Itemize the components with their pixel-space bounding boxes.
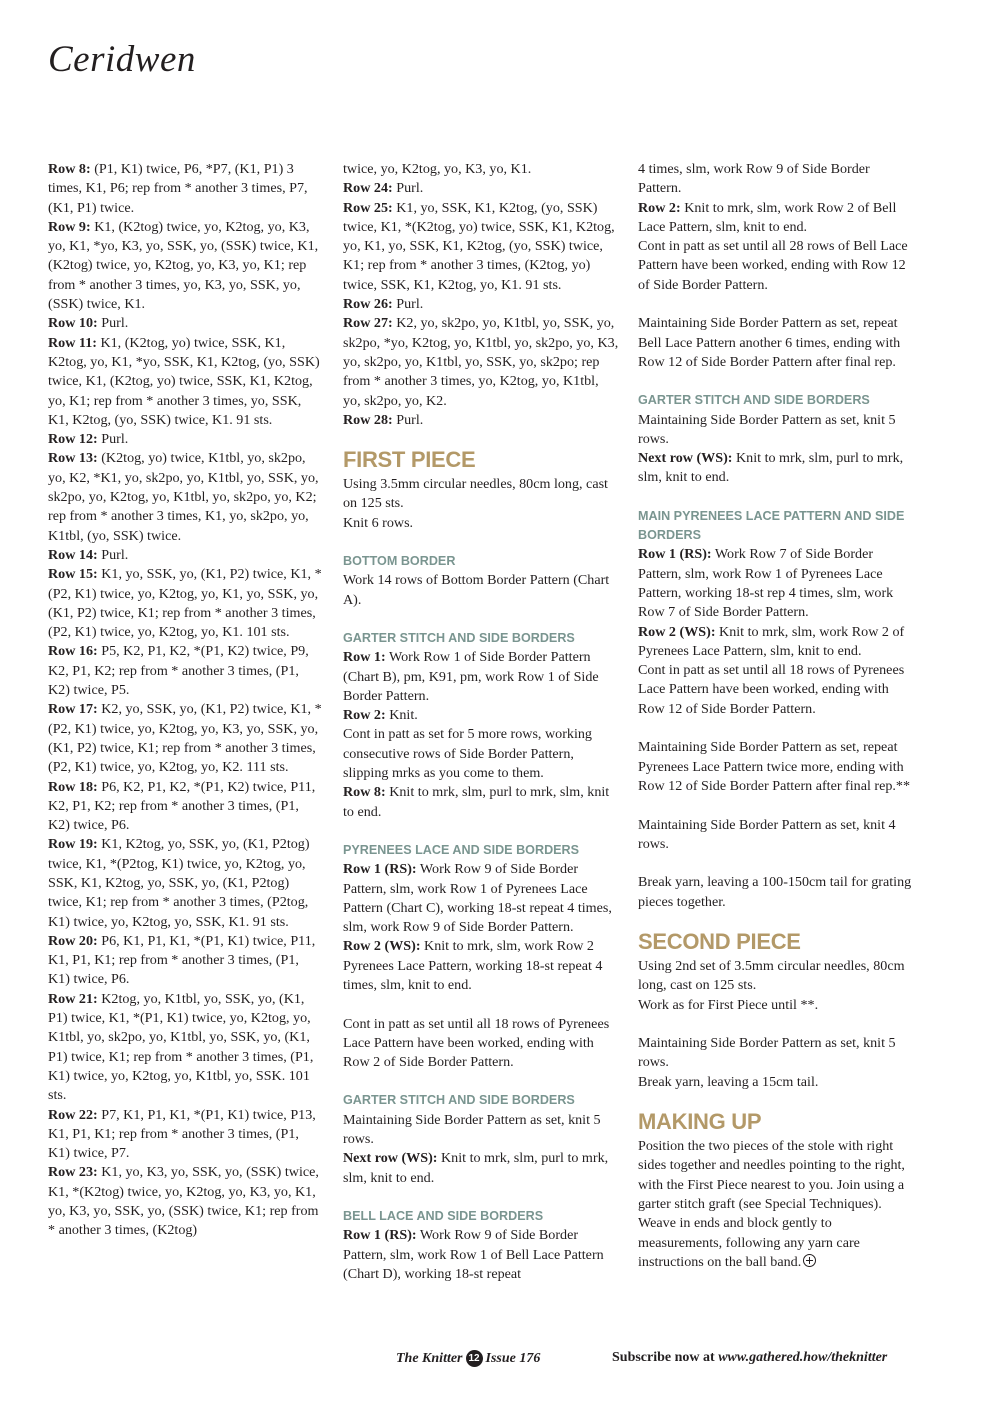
subscribe-link[interactable]: www.gathered.how/theknitter: [718, 1350, 888, 1365]
row-21: Row 21: K2tog, yo, K1tbl, yo, SSK, yo, (K1, P1) twice, K1, *(P1, K1) twice, yo, K2tog, yo, K1tbl, yo, sk2po, yo, K1tbl, yo, SSK, yo, (K1, P1) twice, K1; rep from * another 3 times, (P1, K1) twice, yo, K2tog, yo, K1tbl, yo, SSK. 101 sts.: [48, 990, 314, 1104]
row-20: Row 20: P6, K1, P1, K1, *(P1, K1) twice, P11, K1, P1, K1; rep from * another 3 times, (P1, K1) twice, P6.: [48, 932, 316, 988]
row-19: Row 19: K1, K2tog, yo, SSK, yo, (K1, P2tog) twice, K1, *(P2tog, K1) twice, yo, K2tog, yo, SSK, K1, K2tog, yo, SSK, yo, (K1, P2tog) twice, K1; rep from * another 3 times, (P2tog, K1) twice, yo, K2tog, yo, SSK, K1. 91 sts.: [48, 836, 310, 930]
bell-row-1-continued: 4 times, slm, work Row 9 of Side Border Pattern.: [638, 161, 870, 197]
column-3: [638, 160, 913, 1272]
row-18: Row 18: P6, K2, P1, K2, *(P1, K2) twice, P11, K2, P1, K2; rep from * another 3 times, (P1, K2) twice, P6.: [48, 778, 316, 834]
heading-bell-lace: BELL LACE AND SIDE BORDERS: [343, 1208, 544, 1223]
page-number: 12: [466, 1350, 483, 1367]
row-17: Row 17: K2, yo, SSK, yo, (K1, P2) twice, K1, *(P2, K1) twice, yo, K2tog, yo, K3, yo, SSK, yo, (K1, P2) twice, K1; rep from * another 3 times, (P2, K1) twice, yo, K2tog, yo, K2. 111 sts.: [48, 701, 322, 776]
bottom-border-text: Work 14 rows of Bottom Border Pattern (Chart A).: [343, 572, 610, 608]
row-13: Row 13: (K2tog, yo) twice, K1tbl, yo, sk2po, yo, K2, *K1, yo, sk2po, yo, K1tbl, yo, SSK, yo, sk2po, yo, K2tog, yo, K1tbl, yo, sk2po, yo, K2; rep from * another 3 times, K1, yo, sk2po, yo, K1tbl, (yo, SSK) twice.: [48, 450, 319, 544]
row-9: Row 9: K1, (K2tog) twice, yo, K2tog, yo, K3, yo, K1, *yo, K3, yo, SSK, yo, (SSK) twice, K1, (K2tog) twice, yo, K2tog, yo, K3, yo, K1; rep from * another 3 times, yo, K3, yo, SSK, yo, (SSK) twice, K1.: [48, 218, 319, 313]
row-28: Row 28: Purl.: [343, 411, 424, 428]
bell-row-1: Row 1 (RS): Work Row 9 of Side Border Pattern, slm, work Row 1 of Bell Lace Pattern (Chart D), working 18-st repeat: [343, 1227, 604, 1282]
garter1-row-1: Row 1: Work Row 1 of Side Border Pattern (Chart B), pm, K91, pm, work Row 1 of Side Border Pattern.: [343, 649, 599, 704]
row-16: Row 16: P5, K2, P1, K2, *(P1, K2) twice, P9, K2, P1, K2; rep from * another 3 times, (P1, K2) twice, P5.: [48, 643, 309, 699]
row-23-continued: twice, yo, K2tog, yo, K3, yo, K1.: [343, 161, 532, 177]
main-row-1: Row 1 (RS): Work Row 7 of Side Border Pattern, slm, work Row 1 of Pyrenees Lace Pattern, working 18-st rep 4 times, slm, work Row 7 of Side Border Pattern.: [638, 546, 894, 621]
row-10: Row 10: Purl.: [48, 315, 129, 332]
heading-pyrenees-lace: PYRENEES LACE AND SIDE BORDERS: [343, 842, 580, 857]
heading-garter-stitch-1: GARTER STITCH AND SIDE BORDERS: [343, 630, 575, 645]
page-title: Ceridwen: [48, 39, 196, 80]
bell-row-2: Row 2: Knit to mrk, slm, work Row 2 of Bell Lace Pattern, slm, knit to end.: [638, 199, 897, 235]
first-piece-knit: Knit 6 rows.: [343, 514, 414, 531]
garter3-next-row: Next row (WS): Knit to mrk, slm, purl to mrk, slm, knit to end.: [638, 450, 904, 486]
garter2-maintain: Maintaining Side Border Pattern as set, knit 5 rows.: [343, 1111, 601, 1148]
heading-bottom-border: BOTTOM BORDER: [343, 554, 456, 569]
bell-maintain: Maintaining Side Border Pattern as set, repeat Bell Lace Pattern another 6 times, ending with Row 12 of Side Border Pattern after final rep.: [638, 315, 901, 370]
heading-second-piece: SECOND PIECE: [638, 928, 801, 954]
heading-garter-stitch-2: GARTER STITCH AND SIDE BORDERS: [343, 1093, 575, 1108]
row-26: Row 26: Purl.: [343, 296, 424, 313]
second-piece-break: Break yarn, leaving a 15cm tail.: [638, 1073, 819, 1090]
row-11: Row 11: K1, (K2tog, yo) twice, SSK, K1, K2tog, yo, K1, *yo, SSK, K1, K2tog, (yo, SSK) twice, K1, (K2tog, yo) twice, SSK, K1, K2tog, yo, K1; rep from * another 3 times, yo, SSK, K1, K2tog, (yo, SSK) twice, K1. 91 sts.: [48, 334, 320, 428]
second-piece-cast-on: Using 2nd set of 3.5mm circular needles, 80cm long, cast on 125 sts.: [638, 957, 905, 994]
heading-first-piece: FIRST PIECE: [343, 447, 476, 473]
garter1-row-2: Row 2: Knit.: [343, 707, 418, 724]
garter1-cont: Cont in patt as set for 5 more rows, working consecutive rows of Side Border Pattern, slipping mrks as you come to them.: [343, 726, 592, 782]
second-piece-work-as: Work as for First Piece until **.: [638, 996, 819, 1013]
row-14: Row 14: Purl.: [48, 546, 129, 563]
footer-subscribe: Subscribe now at www.gathered.how/theknitter: [612, 1350, 888, 1365]
main-row-2: Row 2 (WS): Knit to mrk, slm, work Row 2 of Pyrenees Lace Pattern, slm, knit to end.: [638, 623, 905, 659]
column-1: [48, 160, 322, 1241]
main-maintain-knit-4: Maintaining Side Border Pattern as set, knit 4 rows.: [638, 816, 896, 852]
heading-making-up: MAKING UP: [638, 1109, 762, 1135]
garter1-row-8: Row 8: Knit to mrk, slm, purl to mrk, slm, knit to end.: [343, 784, 610, 820]
footer-magazine: The Knitter 12 Issue 176: [396, 1351, 541, 1366]
making-up-position: Position the two pieces of the stole with right sides together and needles pointing to the right, with the First Piece nearest to you. Join using a garter stitch graft (see Special Techniques).: [638, 1138, 905, 1212]
heading-main-pyrenees-lace: MAIN PYRENEES LACE PATTERN AND SIDE BORDERS: [638, 508, 905, 543]
column-2: [343, 160, 619, 1284]
garter3-maintain: Maintaining Side Border Pattern as set, knit 5 rows.: [638, 411, 896, 447]
heading-garter-stitch-3: GARTER STITCH AND SIDE BORDERS: [638, 393, 870, 408]
bell-cont: Cont in patt as set until all 28 rows of Bell Lace Pattern have been worked, ending with Row 12 of Side Border Pattern.: [638, 238, 908, 293]
main-cont: Cont in patt as set until all 18 rows of Pyrenees Lace Pattern have been worked, ending with Row 12 of Side Border Pattern.: [638, 662, 905, 717]
row-27: Row 27: K2, yo, sk2po, yo, K1tbl, yo, SSK, yo, sk2po, *yo, K2tog, yo, K1tbl, yo, sk2po, yo, K3, yo, sk2po, yo, K1tbl, yo, SSK, yo, sk2po; rep from * another 3 times, yo, K2tog, yo, K1tbl, yo, sk2po, yo, K2.: [343, 315, 619, 409]
pyrenees-cont: Cont in patt as set until all 18 rows of Pyrenees Lace Pattern have been worked, ending with Row 2 of Side Border Pattern.: [343, 1015, 610, 1071]
end-mark-icon: [803, 1254, 816, 1267]
main-maintain-twice: Maintaining Side Border Pattern as set, repeat Pyrenees Lace Pattern twice more, ending with Row 12 of Side Border Pattern after final rep.**: [638, 739, 911, 794]
row-22: Row 22: P7, K1, P1, K1, *(P1, K1) twice, P13, K1, P1, K1; rep from * another 3 times, (P1, K1) twice, P7.: [48, 1106, 316, 1162]
row-8: Row 8: (P1, K1) twice, P6, *P7, (K1, P1) 3 times, K1, P6; rep from * another 3 times, P7, (K1, P1) twice.: [48, 161, 308, 216]
row-25: Row 25: K1, yo, SSK, K1, K2tog, (yo, SSK) twice, K1, *(K2tog, yo) twice, SSK, K1, K2tog, yo, K1, yo, SSK, K1, K2tog, (yo, SSK) twice, K1; rep from * another 3 times, (K2tog, yo) twice, SSK, K1, K2tog, yo, K1. 91 sts.: [343, 199, 615, 293]
row-23: Row 23: K1, yo, K3, yo, SSK, yo, (SSK) twice, K1, *(K2tog) twice, yo, K2tog, yo, K3, yo, K1, yo, K3, yo, SSK, yo, (SSK) twice, K1; rep from * another 3 times, (K2tog): [48, 1164, 319, 1239]
garter2-next-row: Next row (WS): Knit to mrk, slm, purl to mrk, slm, knit to end.: [343, 1150, 609, 1186]
row-24: Row 24: Purl.: [343, 180, 424, 197]
pyrenees-row-1: Row 1 (RS): Work Row 9 of Side Border Pattern, slm, work Row 1 of Pyrenees Lace Pattern (Chart C), working 18-st repeat 4 times, slm, work Row 9 of Side Border Pattern.: [343, 861, 612, 936]
first-piece-cast-on: Using 3.5mm circular needles, 80cm long, cast on 125 sts.: [343, 476, 608, 512]
main-break-yarn: Break yarn, leaving a 100-150cm tail for grating pieces together.: [638, 874, 912, 910]
making-up-weave: Weave in ends and block gently to measurements, following any yarn care instructions on the ball band.: [638, 1215, 860, 1270]
second-piece-maintain: Maintaining Side Border Pattern as set, knit 5 rows.: [638, 1035, 896, 1071]
row-15: Row 15: K1, yo, SSK, yo, (K1, P2) twice, K1, *(P2, K1) twice, yo, K2tog, yo, K1, yo, SSK, yo, (K1, P2) twice, K1; rep from * another 3 times, (P2, K1) twice, yo, K2tog, yo, K1. 101 sts.: [48, 566, 322, 641]
row-12: Row 12: Purl.: [48, 431, 129, 448]
pyrenees-row-2: Row 2 (WS): Knit to mrk, slm, work Row 2 Pyrenees Lace Pattern, working 18-st repeat 4 times, slm, knit to end.: [343, 938, 603, 993]
